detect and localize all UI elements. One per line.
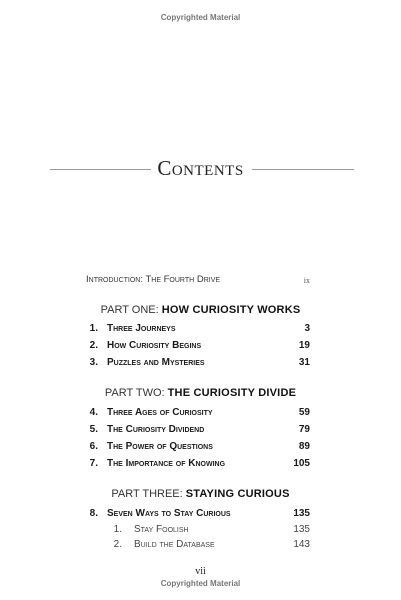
entry-number: 5. [89, 424, 98, 435]
title-rule-right [252, 169, 354, 170]
subentry-number: 2. [113, 539, 122, 550]
part-prefix: PART THREE: [111, 488, 183, 500]
toc-entry-1[interactable] [86, 323, 310, 337]
part-three-heading [0, 488, 401, 500]
entry-page: 79 [298, 424, 310, 435]
toc-entry-7[interactable] [86, 458, 310, 472]
entry-page: 89 [298, 441, 310, 452]
contents-title: Contents [157, 156, 244, 180]
entry-title: The Importance of Knowing [107, 458, 226, 469]
toc-subentry-2[interactable] [106, 539, 310, 553]
intro-title: Introduction: The Fourth Drive [86, 274, 221, 285]
entry-title: How Curiosity Begins [107, 340, 202, 351]
part-name: THE CURIOSITY DIVIDE [167, 387, 297, 399]
entry-number: 1. [89, 323, 98, 334]
part-prefix: PART TWO: [104, 387, 165, 399]
subentry-number: 1. [113, 524, 122, 535]
entry-title: Seven Ways to Stay Curious [107, 508, 231, 519]
entry-number: 6. [89, 441, 98, 452]
subentry-title: Stay Foolish [134, 524, 189, 535]
toc-entry-6[interactable] [86, 441, 310, 455]
copyright-notice-top: Copyrighted Material [160, 13, 241, 22]
entry-number: 2. [89, 340, 98, 351]
part-name: HOW CURIOSITY WORKS [161, 304, 301, 316]
subentry-page: 143 [293, 539, 310, 550]
entry-page: 135 [293, 508, 310, 519]
entry-number: 3. [89, 357, 98, 368]
entry-page: 19 [298, 340, 310, 351]
toc-entry-5[interactable] [86, 424, 310, 438]
part-one-heading [0, 304, 401, 316]
entry-page: 59 [298, 407, 310, 418]
entry-page: 3 [304, 323, 310, 334]
toc-entry-2[interactable] [86, 340, 310, 354]
intro-page: ix [303, 276, 310, 285]
entry-title: The Power of Questions [107, 441, 213, 452]
entry-title: The Curiosity Dividend [107, 424, 205, 435]
copyright-notice-bottom: Copyrighted Material [160, 579, 241, 588]
entry-title: Three Journeys [107, 323, 176, 334]
part-name: STAYING CURIOUS [185, 488, 290, 500]
toc-entry-8[interactable] [86, 508, 310, 522]
entry-number: 4. [89, 407, 98, 418]
entry-number: 8. [89, 508, 98, 519]
part-prefix: PART ONE: [100, 304, 159, 316]
subentry-title: Build the Database [134, 539, 215, 550]
entry-page: 31 [298, 357, 310, 368]
entry-title: Three Ages of Curiosity [107, 407, 213, 418]
subentry-page: 135 [293, 524, 310, 535]
page-folio: vii [195, 566, 206, 577]
toc-subentry-1[interactable] [106, 524, 310, 538]
entry-number: 7. [89, 458, 98, 469]
entry-title: Puzzles and Mysteries [107, 357, 205, 368]
entry-page: 105 [293, 458, 310, 469]
toc-entry-4[interactable] [86, 407, 310, 421]
toc-entry-3[interactable] [86, 357, 310, 371]
part-two-heading [0, 387, 401, 399]
